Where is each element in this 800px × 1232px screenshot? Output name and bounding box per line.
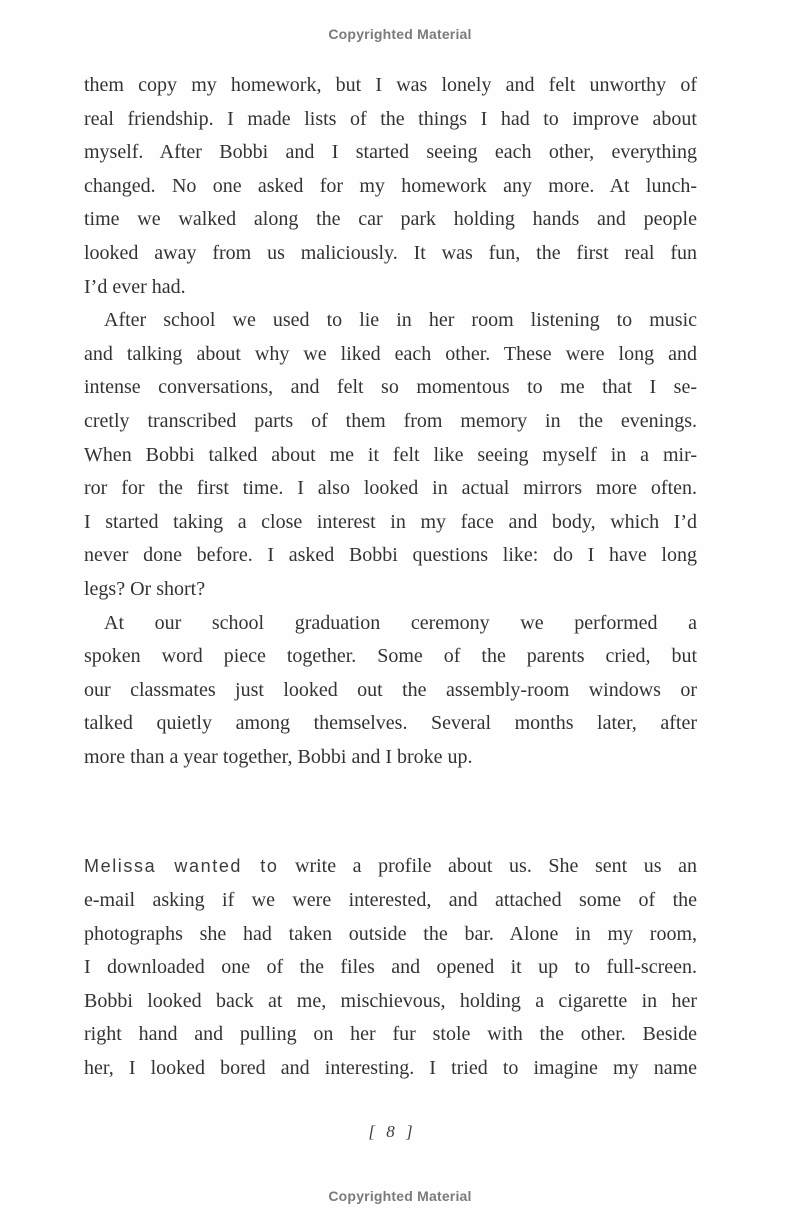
text-line: looked away from us maliciously. It was fun, the first real fun [84, 241, 697, 264]
text-line: our classmates just looked out the assembly-room windows or [84, 678, 697, 701]
text-line: ror for the first time. I also looked in actual mirrors more often. [84, 477, 697, 500]
text-line: After school we used to lie in her room listening to music [104, 309, 697, 332]
section-leadin: Melissa wanted to [84, 856, 279, 877]
body-text [84, 69, 697, 1086]
text-line: changed. No one asked for my homework any more. At lunch- [84, 174, 697, 197]
paragraph [84, 607, 697, 775]
text-line: never done before. I asked Bobbi questions like: do I have long [84, 544, 697, 567]
text-line: her, I looked bored and interesting. I tried to imagine my name [84, 1057, 697, 1080]
text-line: legs? Or short? [84, 577, 206, 600]
text-line: I downloaded one of the files and opened it up to full-screen. [84, 956, 697, 979]
text-line: At our school graduation ceremony we performed a [104, 611, 697, 634]
paragraph [84, 304, 697, 606]
page-number: [ 8 ] [368, 1122, 413, 1141]
text-line: time we walked along the car park holding hands and people [84, 208, 697, 231]
text-line: right hand and pulling on her fur stole with the other. Beside [84, 1023, 697, 1046]
text-line: intense conversations, and felt so momentous to me that I se- [84, 376, 697, 399]
text-line: When Bobbi talked about me it felt like seeing myself in a mir- [84, 443, 697, 466]
text-line: Bobbi looked back at me, mischievous, holding a cigarette in her [84, 989, 697, 1012]
text-line: cretly transcribed parts of them from memory in the evenings. [84, 409, 697, 432]
text-line: them copy my homework, but I was lonely and felt unworthy of [84, 74, 697, 96]
copyright-notice-bottom: Copyrighted Material [328, 1188, 472, 1204]
text-line: I’d ever had. [84, 275, 186, 298]
text-line: myself. After Bobbi and I started seeing each other, everything [84, 141, 697, 164]
text-line: photographs she had taken outside the bar. Alone in my room, [84, 922, 697, 945]
paragraph [84, 69, 697, 304]
text-line: more than a year together, Bobbi and I broke up. [84, 745, 473, 768]
text-line: Melissa wanted to write a profile about us. She sent us an [84, 855, 698, 878]
paragraph [84, 850, 697, 1085]
text-line: talked quietly among themselves. Several months later, after [84, 712, 697, 735]
text-line: I started taking a close interest in my face and body, which I’d [84, 510, 697, 533]
copyright-notice-top: Copyrighted Material [328, 26, 472, 42]
text-line: and talking about why we liked each other. These were long and [84, 342, 697, 365]
text-line: spoken word piece together. Some of the parents cried, but [84, 645, 697, 668]
text-line: e-mail asking if we were interested, and attached some of the [84, 889, 697, 912]
text-line: real friendship. I made lists of the things I had to improve about [84, 107, 697, 130]
